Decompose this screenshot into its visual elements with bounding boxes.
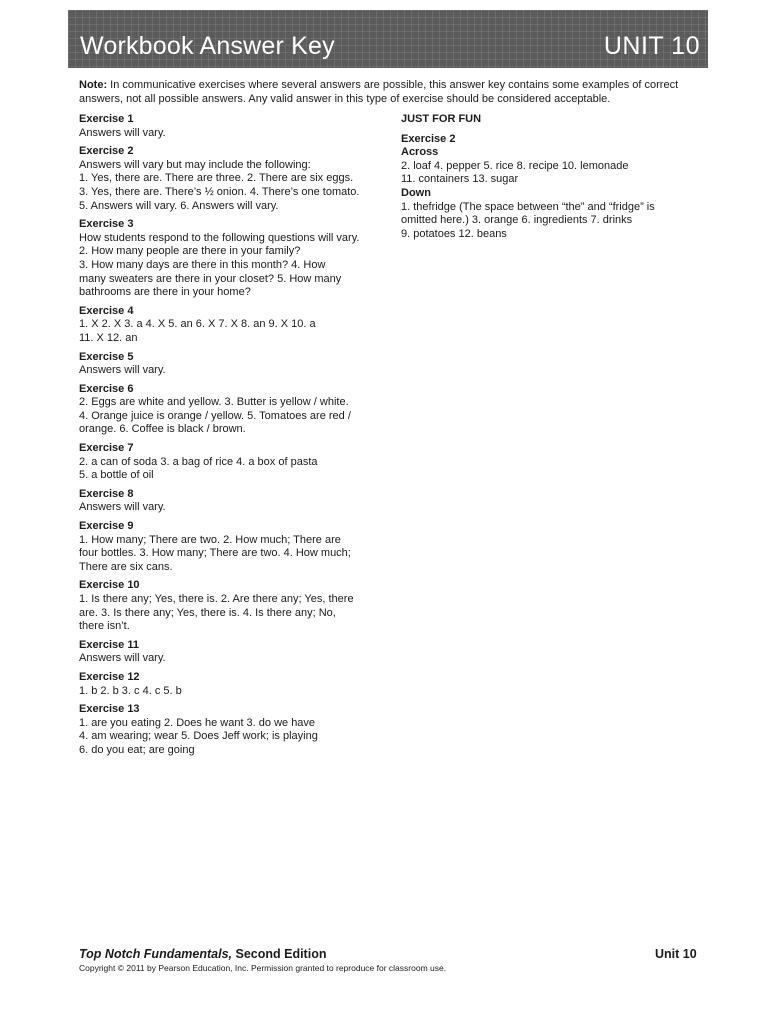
down-answers xyxy=(401,201,701,242)
answer-line: are. 3. Is there any; Yes, there is. 4. Is there any; No, xyxy=(79,606,336,619)
answer-line: 1. are you eating 2. Does he want 3. do we have xyxy=(79,716,316,729)
exercise-title: Exercise 9 xyxy=(79,520,134,533)
exercise-block xyxy=(79,218,379,300)
answer-line: 3. How many days are there in this month? 4. How xyxy=(79,258,326,271)
unit-label: UNIT 10 xyxy=(603,32,700,60)
answer-line: 3. Yes, there are. There’s ½ onion. 4. There’s one tomato. xyxy=(79,185,360,198)
answer-line: Answers will vary. xyxy=(79,126,166,139)
answer-line: four bottles. 3. How many; There are two. 4. How much; xyxy=(79,547,351,560)
footer-book-title xyxy=(79,947,326,961)
edition: Second Edition xyxy=(232,947,327,961)
across-label: Across xyxy=(401,146,439,159)
exercise-title: Exercise 2 xyxy=(79,145,134,158)
exercise-block xyxy=(79,113,379,140)
exercise-block xyxy=(79,442,379,483)
exercise-title: Exercise 5 xyxy=(79,350,134,363)
answer-line: 9. potatoes 12. beans xyxy=(401,227,507,240)
exercise-block xyxy=(79,703,379,757)
answer-line: 1. b 2. b 3. c 4. c 5. b xyxy=(79,684,182,697)
exercise-title: Exercise 12 xyxy=(79,670,140,683)
answer-line: 11. containers 13. sugar xyxy=(401,173,519,186)
answer-line: bathrooms are there in your home? xyxy=(79,286,251,299)
just-for-fun-heading: JUST FOR FUN xyxy=(401,113,482,125)
exercise-title: Exercise 1 xyxy=(79,113,134,125)
exercise-title: Exercise 3 xyxy=(79,218,134,231)
exercise-title: Exercise 11 xyxy=(79,638,139,651)
exercise-title: Exercise 7 xyxy=(79,442,134,455)
footer-unit: Unit 10 xyxy=(655,947,697,961)
exercise-title: Exercise 13 xyxy=(79,703,140,716)
answer-line: Answers will vary. xyxy=(79,501,166,514)
answer-line: 1. How many; There are two. 2. How much; There are xyxy=(79,533,341,546)
answer-line: 1. Yes, there are. There are three. 2. There are six eggs. xyxy=(79,172,354,185)
answer-line: 2. a can of soda 3. a bag of rice 4. a box of pasta xyxy=(79,455,318,468)
answer-line: 2. loaf 4. pepper 5. rice 8. recipe 10. lemonade xyxy=(401,159,629,172)
answer-line: 1. X 2. X 3. a 4. X 5. an 6. X 7. X 8. an 9. X 10. a xyxy=(79,318,316,331)
page-title: Workbook Answer Key xyxy=(80,32,335,60)
note xyxy=(79,78,679,106)
answer-line: 6. do you eat; are going xyxy=(79,743,195,756)
left-column xyxy=(79,113,379,763)
answer-line: 1. Is there any; Yes, there is. 2. Are there any; Yes, there xyxy=(79,593,354,605)
answer-line: Answers will vary. xyxy=(79,652,166,665)
exercise-block xyxy=(79,305,379,346)
answer-line: 5. Answers will vary. 6. Answers will vary. xyxy=(79,199,279,212)
answer-line: Answers will vary but may include the following: xyxy=(79,158,311,171)
exercise-block xyxy=(79,520,379,574)
across-answers xyxy=(401,160,701,187)
answer-line: There are six cans. xyxy=(79,560,173,573)
exercise-title: Exercise 10 xyxy=(79,579,140,592)
answer-line: 2. Eggs are white and yellow. 3. Butter is yellow / white. xyxy=(79,396,349,409)
exercise-block xyxy=(79,383,379,437)
header-banner xyxy=(68,10,708,68)
answer-line: many sweaters are there in your closet? 5. How many xyxy=(79,272,342,285)
answer-line: omitted here.) 3. orange 6. ingredients 7. drinks xyxy=(401,214,633,227)
answer-line: 4. Orange juice is orange / yellow. 5. Tomatoes are red / xyxy=(79,409,351,422)
copyright: Copyright © 2011 by Pearson Education, Inc. Permission granted to reproduce for classroom use. xyxy=(79,963,447,973)
answer-line: 11. X 12. an xyxy=(79,331,138,344)
exercise-title: Exercise 6 xyxy=(79,382,134,395)
exercise-title: Exercise 8 xyxy=(79,487,134,500)
book-title: Top Notch Fundamentals, xyxy=(79,947,233,961)
exercise-block xyxy=(79,671,379,698)
answer-line: 5. a bottle of oil xyxy=(79,469,154,482)
answer-line: Answers will vary. xyxy=(79,364,166,377)
answer-line: there isn’t. xyxy=(79,620,130,633)
answer-line: 4. am wearing; wear 5. Does Jeff work; is playing xyxy=(79,730,318,743)
exercise-block xyxy=(79,488,379,515)
exercise-block xyxy=(79,351,379,378)
answer-line: 1. thefridge (The space between “the” and “fridge” is xyxy=(401,200,655,213)
exercise-block xyxy=(79,579,379,633)
exercise-title: Exercise 4 xyxy=(79,304,134,317)
note-label: Note: xyxy=(79,79,108,91)
answer-line: How students respond to the following questions will vary. xyxy=(79,231,360,244)
note-text: In communicative exercises where several answers are possible, this answer key contains some examples of correct answers, not all possible answers. Any valid answer in this type of exercise should be considered acceptable. xyxy=(79,79,679,105)
answer-line: orange. 6. Coffee is black / brown. xyxy=(79,423,246,436)
exercise-block xyxy=(79,145,379,213)
down-label: Down xyxy=(401,186,431,199)
right-column xyxy=(401,113,701,241)
exercise-title: Exercise 2 xyxy=(401,132,456,145)
exercise-block xyxy=(79,639,379,666)
answer-line: 2. How many people are there in your family? xyxy=(79,245,301,258)
